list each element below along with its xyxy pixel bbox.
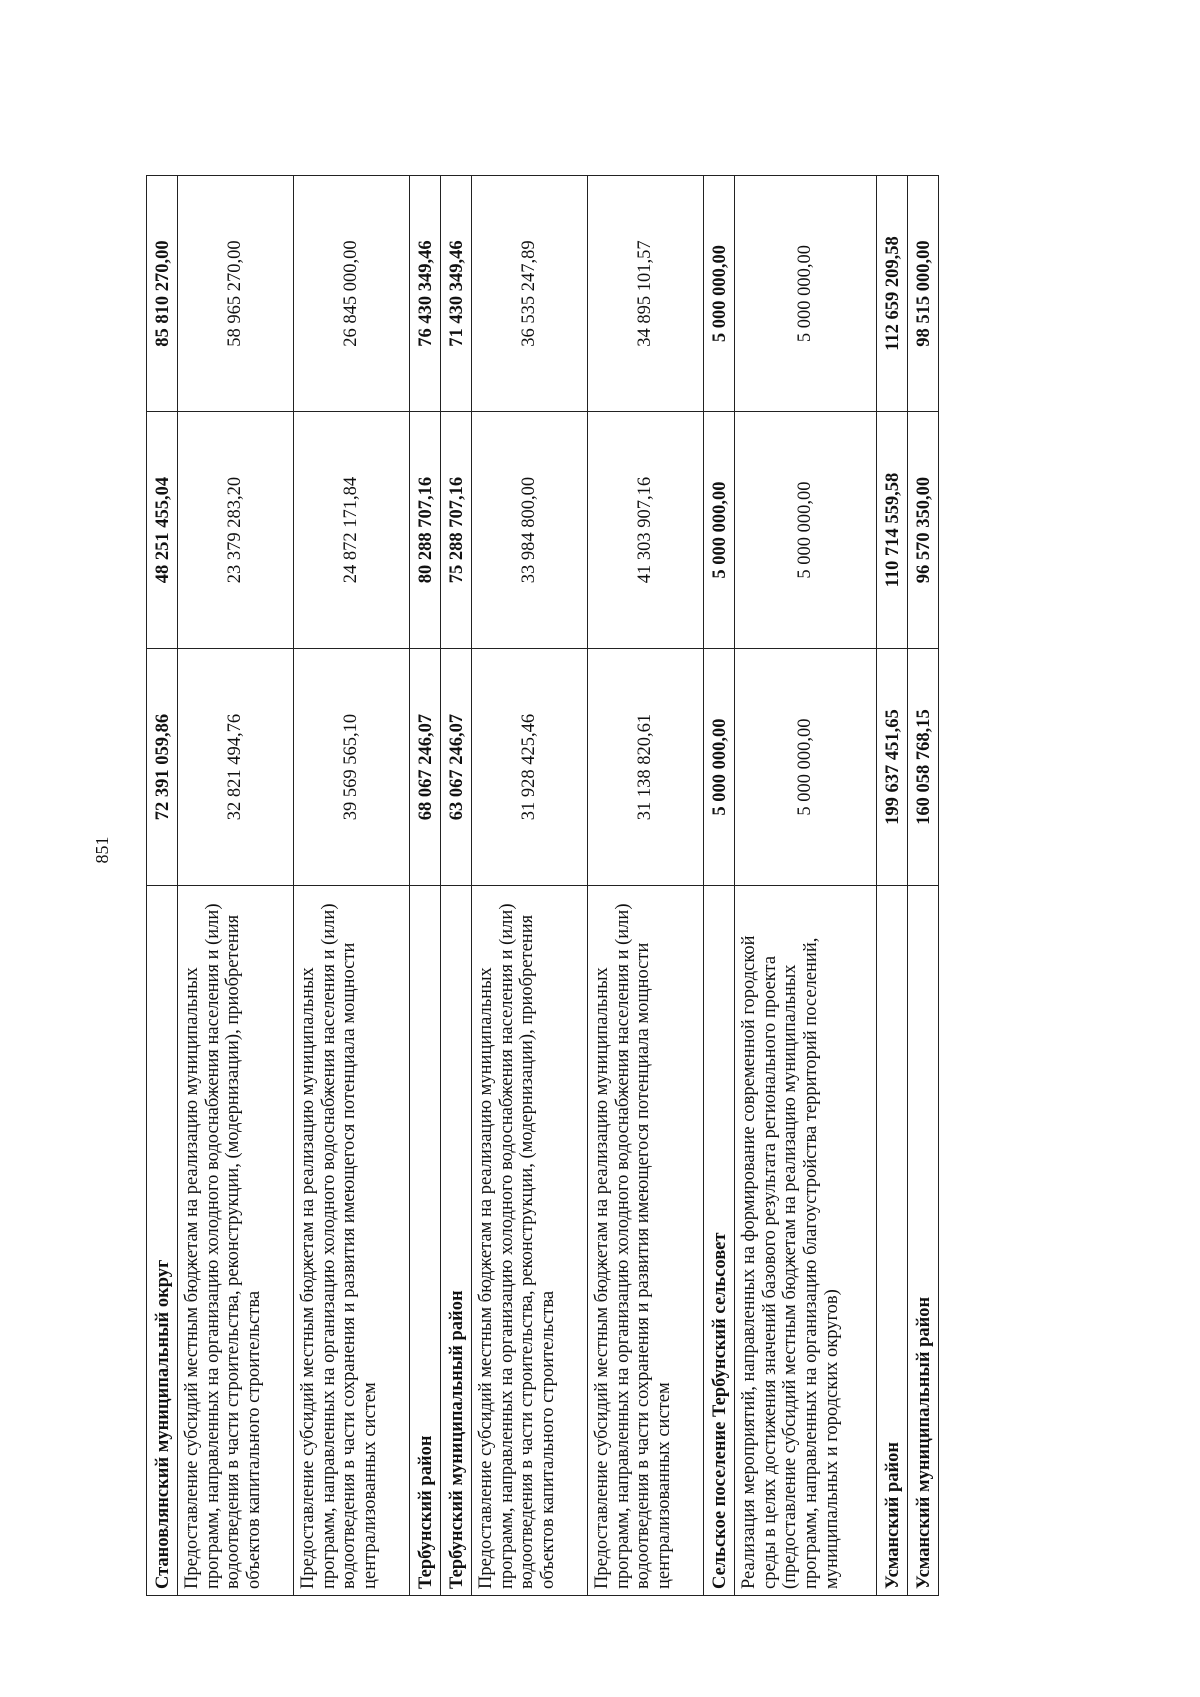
amount-cell-2: 23 379 283,20 xyxy=(178,412,294,649)
amount-cell-1: 63 067 246,07 xyxy=(441,649,472,886)
amount-cell-3: 58 965 270,00 xyxy=(178,176,294,412)
amount-cell-3: 71 430 349,46 xyxy=(441,176,472,412)
amount-cell-2: 5 000 000,00 xyxy=(735,412,877,649)
amount-cell-1: 31 138 820,61 xyxy=(588,649,704,886)
amount-cell-1: 68 067 246,07 xyxy=(410,649,441,886)
description-cell: Предоставление субсидий местным бюджетам на реализацию муниципальных программ, направленных на организацию холодного водоснабжения населения и (или) водоотведения в части сохранения и развития имеющегося потенциала мощности централизованных систем xyxy=(294,886,410,1596)
amount-cell-1: 32 821 494,76 xyxy=(178,649,294,886)
amount-cell-2: 110 714 559,58 xyxy=(877,412,908,649)
region-name-cell: Тербунский район xyxy=(410,886,441,1596)
amount-cell-3: 26 845 000,00 xyxy=(294,176,410,412)
amount-cell-2: 48 251 455,04 xyxy=(147,412,178,649)
amount-cell-2: 96 570 350,00 xyxy=(908,412,939,649)
amount-cell-3: 85 810 270,00 xyxy=(147,176,178,412)
amount-cell-1: 160 058 768,15 xyxy=(908,649,939,886)
amount-cell-3: 76 430 349,46 xyxy=(410,176,441,412)
table-row-header xyxy=(908,176,939,1596)
amount-cell-1: 199 637 451,65 xyxy=(877,649,908,886)
amount-cell-3: 112 659 209,58 xyxy=(877,176,908,412)
description-cell: Предоставление субсидий местным бюджетам на реализацию муниципальных программ, направленных на организацию холодного водоснабжения населения и (или) водоотведения в части сохранения и развития имеющегося потенциала мощности централизованных систем xyxy=(588,886,704,1596)
amount-cell-1: 72 391 059,86 xyxy=(147,649,178,886)
table-row-header xyxy=(410,176,441,1596)
amount-cell-1: 5 000 000,00 xyxy=(735,649,877,886)
budget-table-body xyxy=(147,176,939,1596)
amount-cell-2: 75 288 707,16 xyxy=(441,412,472,649)
table-row xyxy=(588,176,704,1596)
region-name-cell: Усманский район xyxy=(877,886,908,1596)
amount-cell-2: 33 984 800,00 xyxy=(472,412,588,649)
amount-cell-3: 5 000 000,00 xyxy=(704,176,735,412)
amount-cell-3: 36 535 247,89 xyxy=(472,176,588,412)
amount-cell-2: 24 872 171,84 xyxy=(294,412,410,649)
table-row xyxy=(178,176,294,1596)
rotated-table-container xyxy=(146,176,1054,1596)
amount-cell-2: 5 000 000,00 xyxy=(704,412,735,649)
amount-cell-2: 41 303 907,16 xyxy=(588,412,704,649)
description-cell: Реализация мероприятий, направленных на формирование современной городской среды в целях достижения значений базового результата регионального проекта (предоставление субсидий местным бюджетам на реализацию муниципальных программ, направленных на организацию благоустройства территорий поселений, муниципальных и городских округов) xyxy=(735,886,877,1596)
page-number: 851 xyxy=(92,836,112,864)
amount-cell-2: 80 288 707,16 xyxy=(410,412,441,649)
region-name-cell: Усманский муниципальный район xyxy=(908,886,939,1596)
description-cell: Предоставление субсидий местным бюджетам на реализацию муниципальных программ, направленных на организацию холодного водоснабжения населения и (или) водоотведения в части строительства, реконструкции, (модернизации), приобретения объектов капитального строительства xyxy=(178,886,294,1596)
table-row-header xyxy=(441,176,472,1596)
amount-cell-1: 5 000 000,00 xyxy=(704,649,735,886)
region-name-cell: Сельское поселение Тербунский сельсовет xyxy=(704,886,735,1596)
amount-cell-1: 31 928 425,46 xyxy=(472,649,588,886)
table-row xyxy=(735,176,877,1596)
table-row-header xyxy=(147,176,178,1596)
amount-cell-3: 98 515 000,00 xyxy=(908,176,939,412)
amount-cell-1: 39 569 565,10 xyxy=(294,649,410,886)
description-cell: Предоставление субсидий местным бюджетам на реализацию муниципальных программ, направленных на организацию холодного водоснабжения населения и (или) водоотведения в части строительства, реконструкции, (модернизации), приобретения объектов капитального строительства xyxy=(472,886,588,1596)
amount-cell-3: 5 000 000,00 xyxy=(735,176,877,412)
table-row xyxy=(294,176,410,1596)
table-row-header xyxy=(877,176,908,1596)
amount-cell-3: 34 895 101,57 xyxy=(588,176,704,412)
region-name-cell: Становлянский муниципальный округ xyxy=(147,886,178,1596)
region-name-cell: Тербунский муниципальный район xyxy=(441,886,472,1596)
table-row xyxy=(472,176,588,1596)
table-row-header xyxy=(704,176,735,1596)
budget-table xyxy=(146,175,939,1596)
